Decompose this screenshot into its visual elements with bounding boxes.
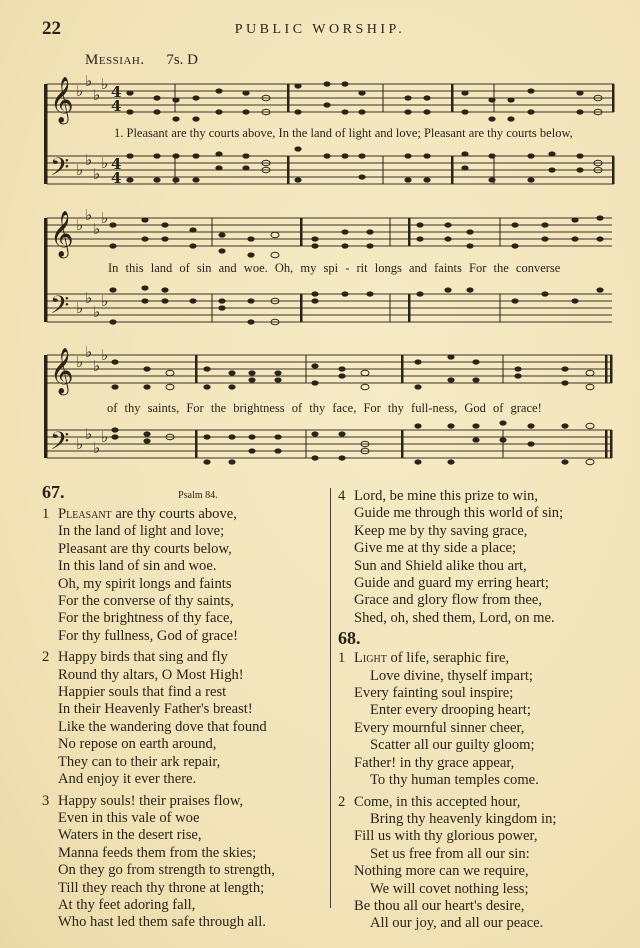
hymn-68-stanza-2: 2 Come, in this accepted hour, Bring thy heavenly kingdom in; Fill us with thy glorious power, Set us free from all our sin: Nothing more can we require, We will covet nothing less; Be thou all our heart's desire, All our joy, and all our peace. (338, 793, 557, 932)
svg-text:♭: ♭ (85, 206, 93, 224)
stanza-1: 1 Pleasant are thy courts above, In the land of light and love; Pleasant are thy courts below, In this land of sin and woe. Oh, my spirit longs and faints For the converse of thy saints, For the brightness of thy face, For thy fullness, God of grace! (42, 506, 238, 644)
system-1-lyrics: 1. Pleasant are thy courts above, In the land of light and love; Pleasant are thy courts below, (114, 126, 573, 140)
svg-text:♭: ♭ (93, 220, 101, 238)
system-2-treble-staff (47, 218, 612, 246)
bass-clef-icon: 𝄢 (50, 427, 70, 462)
system-3-lyrics: of thy saints, For the brightness of thy face, For thy full-ness, God of grace! (107, 401, 542, 415)
treble-clef-icon: 𝄞 (50, 348, 74, 394)
svg-text:♭: ♭ (101, 75, 109, 93)
svg-text:♭: ♭ (101, 292, 109, 310)
svg-text:♭: ♭ (76, 82, 84, 100)
svg-text:4: 4 (111, 97, 122, 115)
system-3-treble-staff (47, 355, 612, 383)
system-2-lyrics: In this land of sin and woe. Oh, my spi - rit longs and faints For the converse (108, 261, 561, 275)
svg-text:♭: ♭ (93, 165, 101, 183)
svg-text:♭: ♭ (76, 435, 84, 453)
svg-text:♭: ♭ (85, 151, 93, 169)
svg-text:♭: ♭ (93, 439, 101, 457)
svg-text:4: 4 (111, 83, 122, 101)
svg-text:♭: ♭ (93, 86, 101, 104)
svg-text:♭: ♭ (76, 353, 84, 371)
svg-text:♭: ♭ (76, 299, 84, 317)
svg-text:♭: ♭ (101, 428, 109, 446)
svg-text:♭: ♭ (101, 209, 109, 227)
psalm-reference: Psalm 84. (178, 490, 218, 501)
svg-text:4: 4 (111, 169, 122, 187)
running-head: PUBLIC WORSHIP. (234, 22, 406, 37)
tune-meter: 7s. D (166, 52, 199, 68)
system-3-bass-staff (47, 430, 612, 458)
hymn-number: 67. (42, 482, 65, 502)
svg-text:♭: ♭ (85, 72, 93, 90)
bass-clef-icon: 𝄢 (50, 291, 70, 326)
svg-text:♭: ♭ (76, 216, 84, 234)
treble-clef-icon: 𝄞 (50, 211, 74, 257)
svg-text:♭: ♭ (85, 289, 93, 307)
stanza-3: 3 Happy souls! their praises flow, Even in this vale of woe Waters in the desert rise, Manna feeds them from the skies; On they go from strength to strength, Till they reach thy throne at length; At thy feet adoring fall, Who hast led them safe through all. (42, 792, 275, 931)
svg-text:♭: ♭ (85, 343, 93, 361)
right-column (338, 488, 638, 933)
system-2-bass-staff (47, 294, 612, 322)
hymn-67-stanza-4: 4 Lord, be mine this prize to win, Guide me through this world of sin; Keep me by thy saving grace, Give me at thy side a place; Sun and Shield alike thou art, Guide and guard my erring heart; Grace and glory flow from thee, Shed, oh, shed them, Lord, on me. (338, 488, 564, 626)
treble-clef-icon: 𝄞 (50, 77, 74, 123)
tune-name: Messiah. (85, 52, 145, 68)
hymn-number: 68. (338, 628, 361, 649)
svg-text:♭: ♭ (93, 357, 101, 375)
bass-clef-icon: 𝄢 (50, 153, 70, 188)
page-number: 22 (42, 18, 61, 39)
hymn-68-stanza-1: 1 Light of life, seraphic fire, Love divine, thyself impart; Every fainting soul inspire; Enter every drooping heart; Every mournful sinner cheer, Scatter all our guilty gloom; Father! in thy grace appear, To thy human temples come. (338, 650, 539, 789)
svg-text:♭: ♭ (76, 161, 84, 179)
svg-text:♭: ♭ (101, 346, 109, 364)
stanza-2: 2 Happy birds that sing and fly Round thy altars, O Most High! Happier souls that find a rest In their Heavenly Father's breast! Like the wandering dove that found No repose on earth around, They can to their ark repair, And enjoy it ever there. (42, 649, 267, 788)
svg-text:♭: ♭ (101, 154, 109, 172)
column-divider (330, 488, 331, 908)
svg-text:♭: ♭ (93, 303, 101, 321)
svg-text:4: 4 (111, 155, 122, 173)
hymn-67-left-column (42, 484, 327, 932)
svg-text:♭: ♭ (85, 425, 93, 443)
system-1-treble-staff (47, 84, 614, 112)
